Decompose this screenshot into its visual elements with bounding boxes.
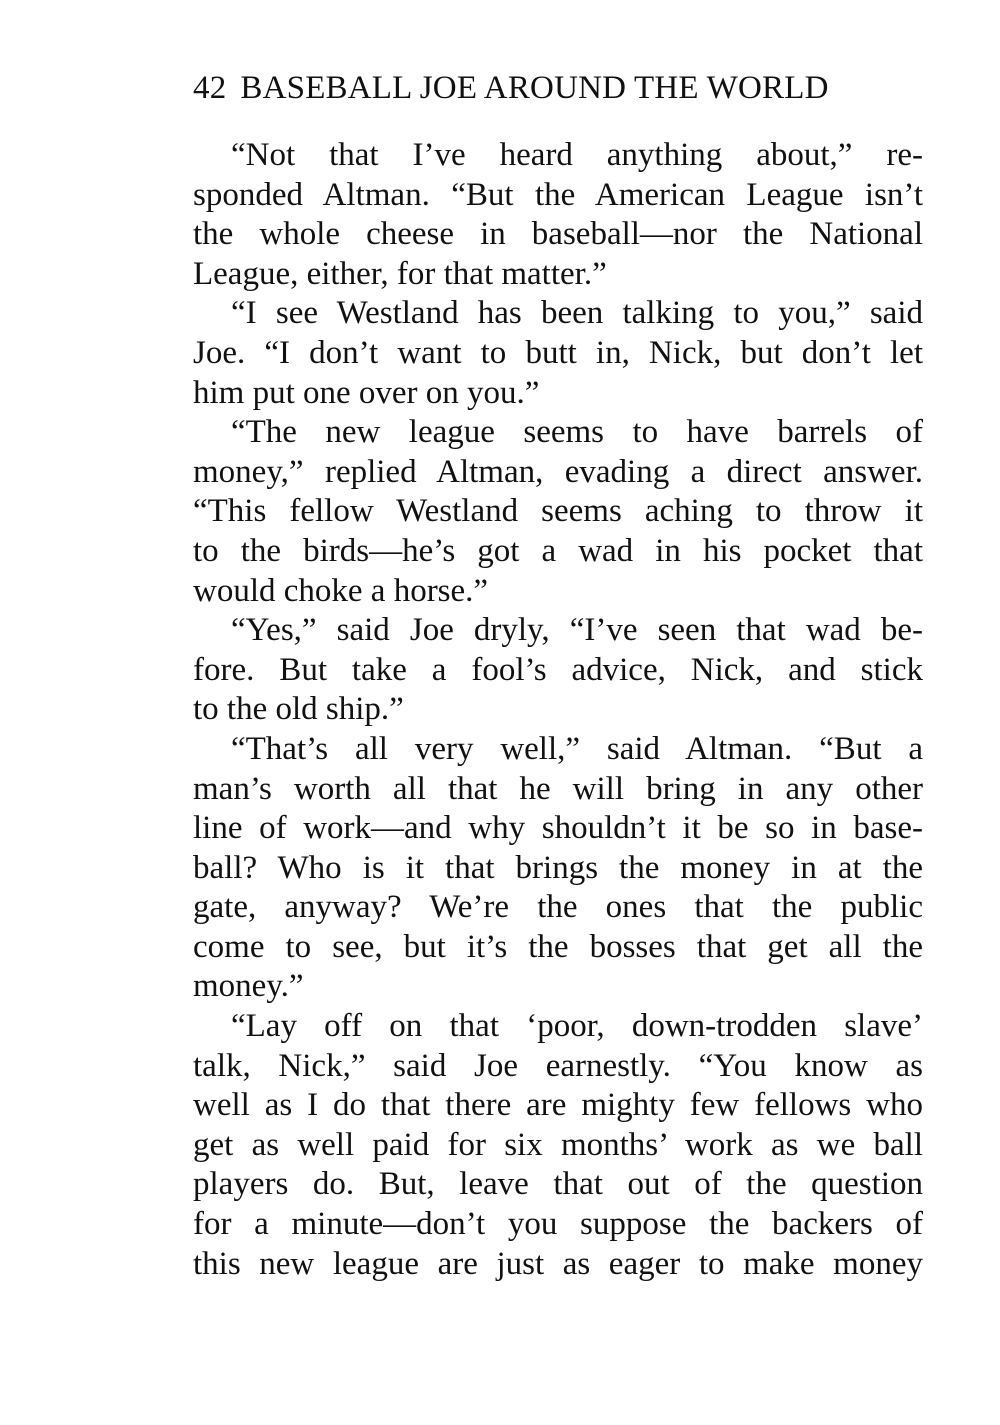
page-number: 42: [193, 70, 227, 106]
text-line: would choke a horse.”: [193, 572, 489, 609]
text-line: “I see Westland has been talking to you,” said: [231, 295, 923, 332]
text-line: money.”: [193, 968, 304, 1005]
text-line: him put one over on you.”: [193, 374, 540, 411]
text-line: money,” replied Altman, evading a direct answer.: [193, 453, 923, 490]
text-line: talk, Nick,” said Joe earnestly. “You know as: [193, 1047, 923, 1084]
text-line: to the old ship.”: [193, 691, 404, 728]
text-line: “That’s all very well,” said Altman. “But a: [231, 730, 923, 767]
text-line: this new league are just as eager to make money: [193, 1245, 923, 1282]
text-line: man’s worth all that he will bring in any other: [193, 770, 923, 807]
text-line: fore. But take a fool’s advice, Nick, and stick: [193, 651, 923, 688]
text-line: League, either, for that matter.”: [193, 255, 607, 292]
running-head: [193, 66, 923, 110]
text-line: “The new league seems to have barrels of: [231, 414, 923, 451]
text-line: for a minute—don’t you suppose the backers of: [193, 1206, 923, 1243]
text-line: sponded Altman. “But the American League isn’t: [193, 176, 923, 213]
text-line: “This fellow Westland seems aching to throw it: [193, 493, 923, 530]
text-line: the whole cheese in baseball—nor the National: [193, 216, 923, 253]
text-line: gate, anyway? We’re the ones that the public: [193, 889, 923, 926]
running-head-title: BASEBALL JOE AROUND THE WORLD: [240, 70, 829, 106]
text-line: come to see, but it’s the bosses that get all the: [193, 928, 923, 965]
text-line: “Not that I’ve heard anything about,” re-: [231, 137, 923, 173]
body-text: [193, 136, 923, 1284]
text-line: line of work—and why shouldn’t it be so in base-: [193, 810, 923, 847]
text-line: get as well paid for six months’ work as we ball: [193, 1126, 923, 1163]
text-line: players do. But, leave that out of the question: [193, 1166, 923, 1203]
text-line: “Lay off on that ‘poor, down-trodden slave’: [231, 1008, 923, 1045]
text-line: well as I do that there are mighty few fellows who: [193, 1087, 923, 1124]
text-line: Joe. “I don’t want to butt in, Nick, but don’t let: [193, 334, 923, 371]
text-line: ball? Who is it that brings the money in at the: [193, 849, 923, 886]
text-line: “Yes,” said Joe dryly, “I’ve seen that wad be-: [231, 612, 923, 649]
text-line: to the birds—he’s got a wad in his pocket that: [193, 532, 923, 569]
